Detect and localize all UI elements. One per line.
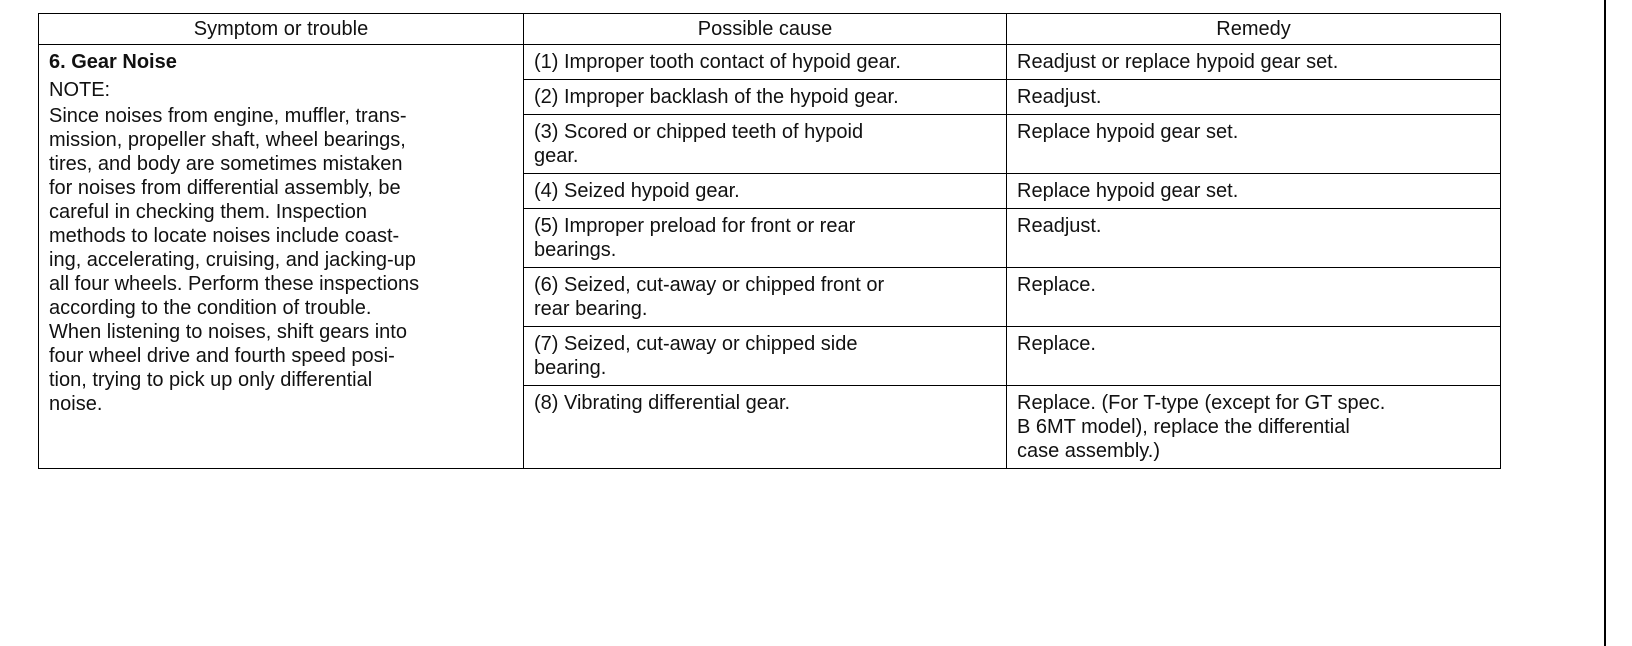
note-line: all four wheels. Perform these inspections [49, 273, 420, 295]
remedy-cell [1007, 45, 1501, 80]
remedy-line: Readjust. [1017, 86, 1102, 108]
cause-line: bearing. [534, 357, 607, 379]
cause-line: (7) Seized, cut-away or chipped side [534, 333, 858, 355]
cause-line: (8) Vibrating differential gear. [534, 392, 791, 414]
remedy-cell [1007, 327, 1501, 386]
remedy-line: B 6MT model), replace the differential [1017, 416, 1350, 438]
symptom-title: 6. Gear Noise [49, 51, 177, 73]
note-line: methods to locate noises include coast- [49, 225, 400, 247]
cause-cell [524, 45, 1007, 80]
note-line: When listening to noises, shift gears into [49, 321, 407, 343]
note-line: according to the condition of trouble. [49, 297, 372, 319]
note-line: careful in checking them. Inspection [49, 201, 367, 223]
note-line: noise. [49, 393, 103, 415]
note-line: mission, propeller shaft, wheel bearings, [49, 129, 406, 151]
cause-cell [524, 327, 1007, 386]
remedy-line: Replace hypoid gear set. [1017, 121, 1239, 143]
note-line: for noises from differential assembly, be [49, 177, 401, 199]
remedy-cell [1007, 115, 1501, 174]
table-row [39, 45, 1501, 80]
note-line: Since noises from engine, muffler, trans- [49, 105, 407, 127]
symptom-cell [39, 45, 524, 469]
remedy-line: Readjust. [1017, 215, 1102, 237]
note-label: NOTE: [49, 79, 111, 101]
remedy-cell [1007, 268, 1501, 327]
cause-line: rear bearing. [534, 298, 648, 320]
note-line: four wheel drive and fourth speed posi- [49, 345, 395, 367]
cause-line: bearings. [534, 239, 617, 261]
troubleshooting-table [38, 13, 1501, 469]
cause-line: (1) Improper tooth contact of hypoid gear. [534, 51, 901, 73]
cause-line: (2) Improper backlash of the hypoid gear. [534, 86, 899, 108]
page-edge-rule [1604, 0, 1606, 646]
cause-cell [524, 174, 1007, 209]
note-line: tion, trying to pick up only differential [49, 369, 373, 391]
cause-line: (3) Scored or chipped teeth of hypoid [534, 121, 864, 143]
remedy-line: Replace. [1017, 274, 1096, 296]
remedy-cell [1007, 209, 1501, 268]
cause-line: (6) Seized, cut-away or chipped front or [534, 274, 885, 296]
cause-cell [524, 115, 1007, 174]
cause-line: gear. [534, 145, 579, 167]
remedy-line: Readjust or replace hypoid gear set. [1017, 51, 1339, 73]
remedy-cell [1007, 386, 1501, 469]
remedy-line: Replace. [1017, 333, 1096, 355]
cause-cell [524, 80, 1007, 115]
header-cause: Possible cause [524, 14, 1007, 45]
note-text [49, 104, 515, 416]
remedy-cell [1007, 80, 1501, 115]
cause-cell [524, 386, 1007, 469]
header-row [39, 14, 1501, 45]
header-remedy: Remedy [1007, 14, 1501, 45]
remedy-line: case assembly.) [1017, 440, 1161, 462]
remedy-cell [1007, 174, 1501, 209]
cause-line: (4) Seized hypoid gear. [534, 180, 740, 202]
cause-cell [524, 268, 1007, 327]
note-line: ing, accelerating, cruising, and jacking-up [49, 249, 416, 271]
cause-line: (5) Improper preload for front or rear [534, 215, 856, 237]
cause-cell [524, 209, 1007, 268]
note-line: tires, and body are sometimes mistaken [49, 153, 403, 175]
remedy-line: Replace hypoid gear set. [1017, 180, 1239, 202]
remedy-line: Replace. (For T-type (except for GT spec. [1017, 392, 1386, 414]
header-symptom: Symptom or trouble [39, 14, 524, 45]
